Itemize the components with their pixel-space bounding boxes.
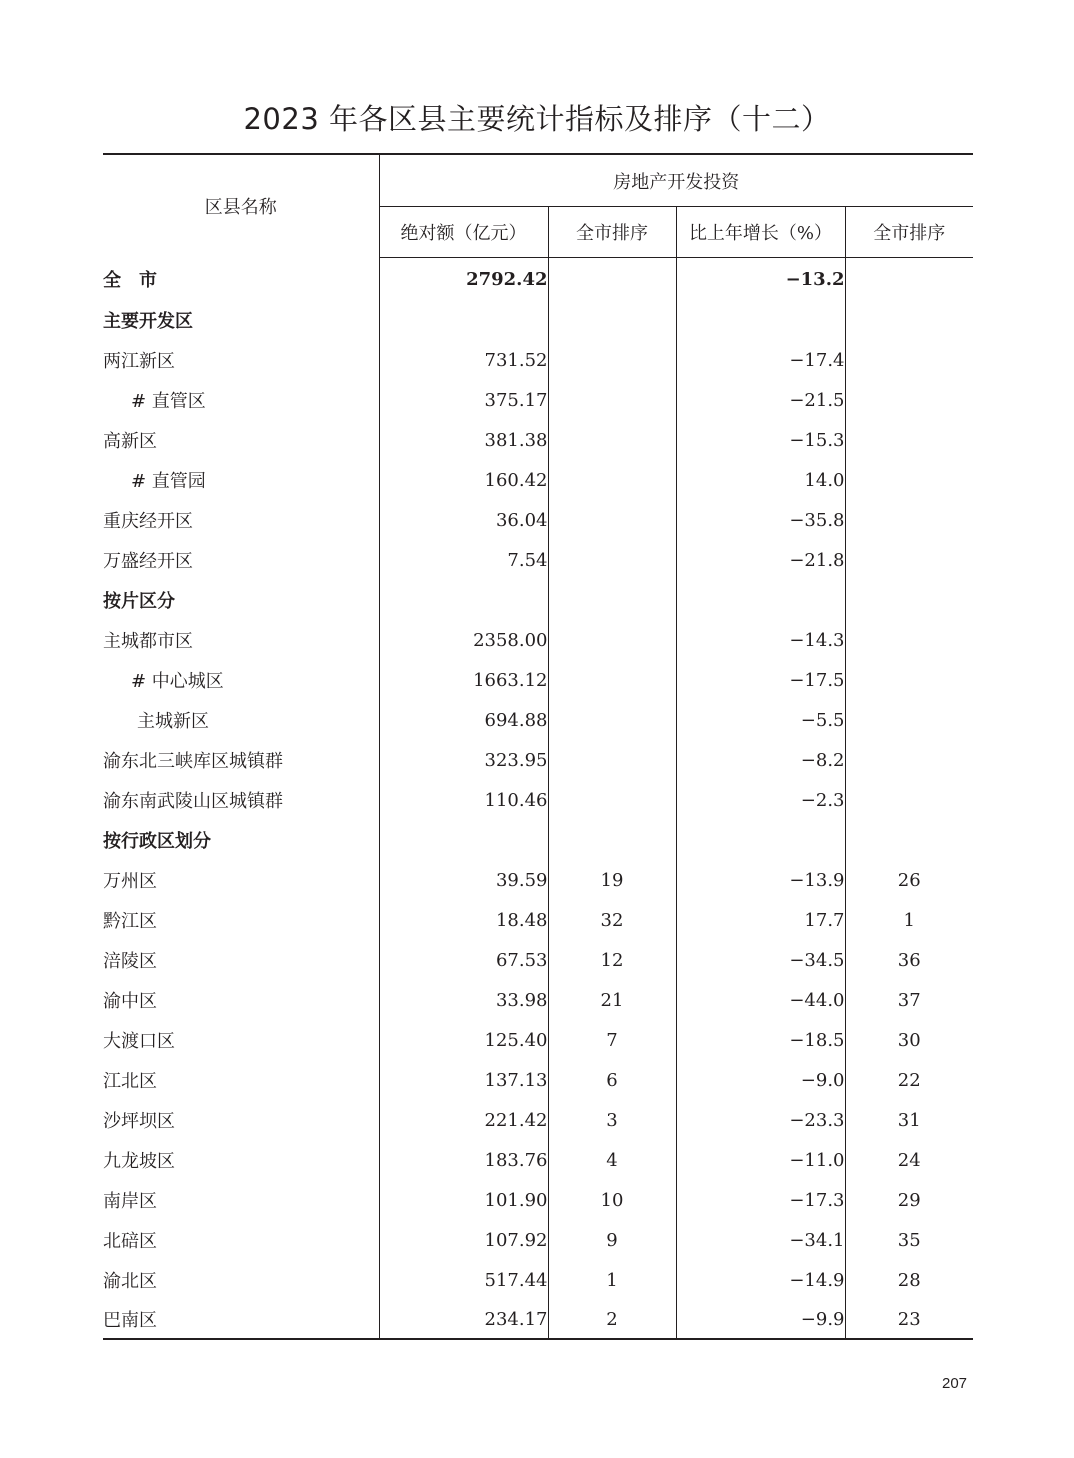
row-amount [379, 820, 548, 860]
row-amount: 517.44 [379, 1260, 548, 1300]
row-growth: 17.7 [676, 900, 845, 940]
row-growth-rank: 23 [845, 1300, 973, 1339]
row-growth-rank [845, 700, 973, 740]
row-name: 江北区 [103, 1071, 157, 1092]
table-row [103, 420, 973, 460]
table-row [103, 1060, 973, 1100]
row-amount-rank: 9 [548, 1220, 676, 1260]
row-amount: 221.42 [379, 1100, 548, 1140]
table-body [103, 258, 973, 1340]
row-amount-rank [548, 540, 676, 580]
row-growth: −15.3 [676, 420, 845, 460]
row-name: 大渡口区 [103, 1031, 175, 1052]
statistics-table [103, 153, 973, 1340]
row-amount-rank: 1 [548, 1260, 676, 1300]
row-amount-rank: 2 [548, 1300, 676, 1339]
row-amount-rank [548, 500, 676, 540]
table-row [103, 1220, 973, 1260]
row-growth-rank [845, 500, 973, 540]
row-amount: 694.88 [379, 700, 548, 740]
table-row [103, 1300, 973, 1339]
row-amount-rank [548, 780, 676, 820]
header-district-name: 区县名称 [103, 154, 379, 258]
row-growth-rank [845, 258, 973, 301]
row-growth-rank: 29 [845, 1180, 973, 1220]
row-name: 沙坪坝区 [103, 1111, 175, 1132]
table-row-section [103, 580, 973, 620]
row-name: 重庆经开区 [103, 511, 193, 532]
row-growth [676, 580, 845, 620]
row-growth: −9.0 [676, 1060, 845, 1100]
row-growth-rank: 35 [845, 1220, 973, 1260]
row-growth-rank: 28 [845, 1260, 973, 1300]
row-name: 渝东北三峡库区城镇群 [103, 751, 283, 772]
row-growth: −14.3 [676, 620, 845, 660]
row-growth: −21.8 [676, 540, 845, 580]
row-growth-rank [845, 660, 973, 700]
row-growth-rank [845, 780, 973, 820]
row-name: 巴南区 [103, 1300, 379, 1339]
row-growth: −23.3 [676, 1100, 845, 1140]
table-row [103, 540, 973, 580]
row-amount-rank [548, 460, 676, 500]
row-growth-rank: 26 [845, 860, 973, 900]
row-name: 北碚区 [103, 1231, 157, 1252]
row-amount: 183.76 [379, 1140, 548, 1180]
row-amount-rank [548, 700, 676, 740]
row-growth-rank: 24 [845, 1140, 973, 1180]
row-amount-rank [548, 380, 676, 420]
row-amount: 101.90 [379, 1180, 548, 1220]
row-name: 渝东南武陵山区城镇群 [103, 791, 283, 812]
table-row [103, 500, 973, 540]
section-name: 按行政区划分 [103, 831, 211, 852]
section-name: 主要开发区 [103, 311, 193, 332]
row-amount-rank: 4 [548, 1140, 676, 1180]
row-name: 南岸区 [103, 1191, 157, 1212]
row-name: 涪陵区 [103, 951, 157, 972]
row-name: 主城新区 [137, 711, 209, 732]
table-row [103, 700, 973, 740]
table-row [103, 460, 973, 500]
row-amount-rank [548, 300, 676, 340]
row-name: 九龙坡区 [103, 1151, 175, 1172]
table-row [103, 1020, 973, 1060]
row-growth: −17.5 [676, 660, 845, 700]
row-amount-rank: 12 [548, 940, 676, 980]
row-growth: 14.0 [676, 460, 845, 500]
row-amount: 323.95 [379, 740, 548, 780]
row-growth [676, 300, 845, 340]
table-row-total [103, 258, 973, 301]
row-growth-rank: 31 [845, 1100, 973, 1140]
row-growth: −17.3 [676, 1180, 845, 1220]
table-row-section [103, 820, 973, 860]
row-amount-rank [548, 740, 676, 780]
row-growth: −2.3 [676, 780, 845, 820]
row-name: 黔江区 [103, 911, 157, 932]
table-row [103, 660, 973, 700]
row-name: # 直管区 [131, 391, 206, 412]
table-row [103, 740, 973, 780]
row-amount: 1663.12 [379, 660, 548, 700]
table-row [103, 1100, 973, 1140]
row-amount: 2792.42 [379, 258, 548, 301]
row-growth-rank [845, 340, 973, 380]
table-row [103, 620, 973, 660]
header-growth-rank: 全市排序 [845, 207, 973, 258]
table-row [103, 1180, 973, 1220]
row-growth: −14.9 [676, 1260, 845, 1300]
row-amount: 7.54 [379, 540, 548, 580]
table-row [103, 980, 973, 1020]
row-amount-rank: 32 [548, 900, 676, 940]
page-number: 207 [942, 1375, 968, 1392]
row-growth-rank [845, 580, 973, 620]
row-amount-rank: 10 [548, 1180, 676, 1220]
row-name: # 中心城区 [131, 671, 224, 692]
row-amount: 125.40 [379, 1020, 548, 1060]
page-title: 2023 年各区县主要统计指标及排序（十二） [243, 102, 831, 136]
row-growth: −17.4 [676, 340, 845, 380]
row-amount: 731.52 [379, 340, 548, 380]
row-name: 渝北区 [103, 1271, 157, 1292]
row-growth-rank: 36 [845, 940, 973, 980]
row-growth: −13.9 [676, 860, 845, 900]
row-growth-rank: 22 [845, 1060, 973, 1100]
row-amount-rank: 19 [548, 860, 676, 900]
row-growth-rank: 1 [845, 900, 973, 940]
row-name: 渝中区 [103, 991, 157, 1012]
row-amount-rank [548, 820, 676, 860]
row-amount: 107.92 [379, 1220, 548, 1260]
row-amount-rank: 3 [548, 1100, 676, 1140]
row-amount-rank: 21 [548, 980, 676, 1020]
row-amount: 18.48 [379, 900, 548, 940]
header-growth: 比上年增长（%） [676, 207, 845, 258]
row-amount: 234.17 [379, 1300, 548, 1339]
header-amount: 绝对额（亿元） [379, 207, 548, 258]
header-amount-rank: 全市排序 [548, 207, 676, 258]
table-row [103, 380, 973, 420]
table-row [103, 1140, 973, 1180]
table-row-section [103, 300, 973, 340]
table-header [103, 154, 973, 258]
row-growth: −34.1 [676, 1220, 845, 1260]
table-row [103, 860, 973, 900]
table-row [103, 1260, 973, 1300]
row-growth-rank [845, 740, 973, 780]
row-name: 全 市 [103, 269, 157, 291]
row-growth: −13.2 [676, 258, 845, 301]
row-amount: 375.17 [379, 380, 548, 420]
row-growth: −9.9 [676, 1300, 845, 1339]
row-amount: 381.38 [379, 420, 548, 460]
row-growth: −34.5 [676, 940, 845, 980]
row-growth-rank: 37 [845, 980, 973, 1020]
row-amount: 2358.00 [379, 620, 548, 660]
row-growth: −8.2 [676, 740, 845, 780]
row-growth [676, 820, 845, 860]
section-name: 按片区分 [103, 591, 175, 612]
row-name: 两江新区 [103, 351, 175, 372]
table-row [103, 940, 973, 980]
row-growth-rank [845, 620, 973, 660]
row-growth-rank [845, 300, 973, 340]
row-growth-rank [845, 820, 973, 860]
row-growth: −21.5 [676, 380, 845, 420]
row-growth: −35.8 [676, 500, 845, 540]
header-group-real-estate-investment: 房地产开发投资 [379, 154, 973, 207]
row-growth-rank [845, 540, 973, 580]
row-amount: 67.53 [379, 940, 548, 980]
row-growth-rank [845, 420, 973, 460]
row-growth-rank: 30 [845, 1020, 973, 1060]
row-name: 高新区 [103, 431, 157, 452]
row-amount-rank [548, 420, 676, 460]
row-growth-rank [845, 380, 973, 420]
table-row [103, 340, 973, 380]
row-amount [379, 580, 548, 620]
row-amount-rank [548, 340, 676, 380]
row-growth: −18.5 [676, 1020, 845, 1060]
row-amount-rank: 6 [548, 1060, 676, 1100]
row-growth-rank [845, 460, 973, 500]
row-amount: 137.13 [379, 1060, 548, 1100]
row-growth: −5.5 [676, 700, 845, 740]
row-amount: 160.42 [379, 460, 548, 500]
row-amount: 110.46 [379, 780, 548, 820]
row-name: 万州区 [103, 871, 157, 892]
row-name: 万盛经开区 [103, 551, 193, 572]
row-name: # 直管园 [131, 471, 206, 492]
row-amount-rank [548, 620, 676, 660]
row-amount-rank: 7 [548, 1020, 676, 1060]
row-amount: 39.59 [379, 860, 548, 900]
row-amount-rank [548, 580, 676, 620]
row-name: 主城都市区 [103, 631, 193, 652]
table-row [103, 780, 973, 820]
row-amount: 33.98 [379, 980, 548, 1020]
row-growth: −11.0 [676, 1140, 845, 1180]
row-amount: 36.04 [379, 500, 548, 540]
row-amount [379, 300, 548, 340]
table-row [103, 900, 973, 940]
row-growth: −44.0 [676, 980, 845, 1020]
row-amount-rank [548, 258, 676, 301]
row-amount-rank [548, 660, 676, 700]
